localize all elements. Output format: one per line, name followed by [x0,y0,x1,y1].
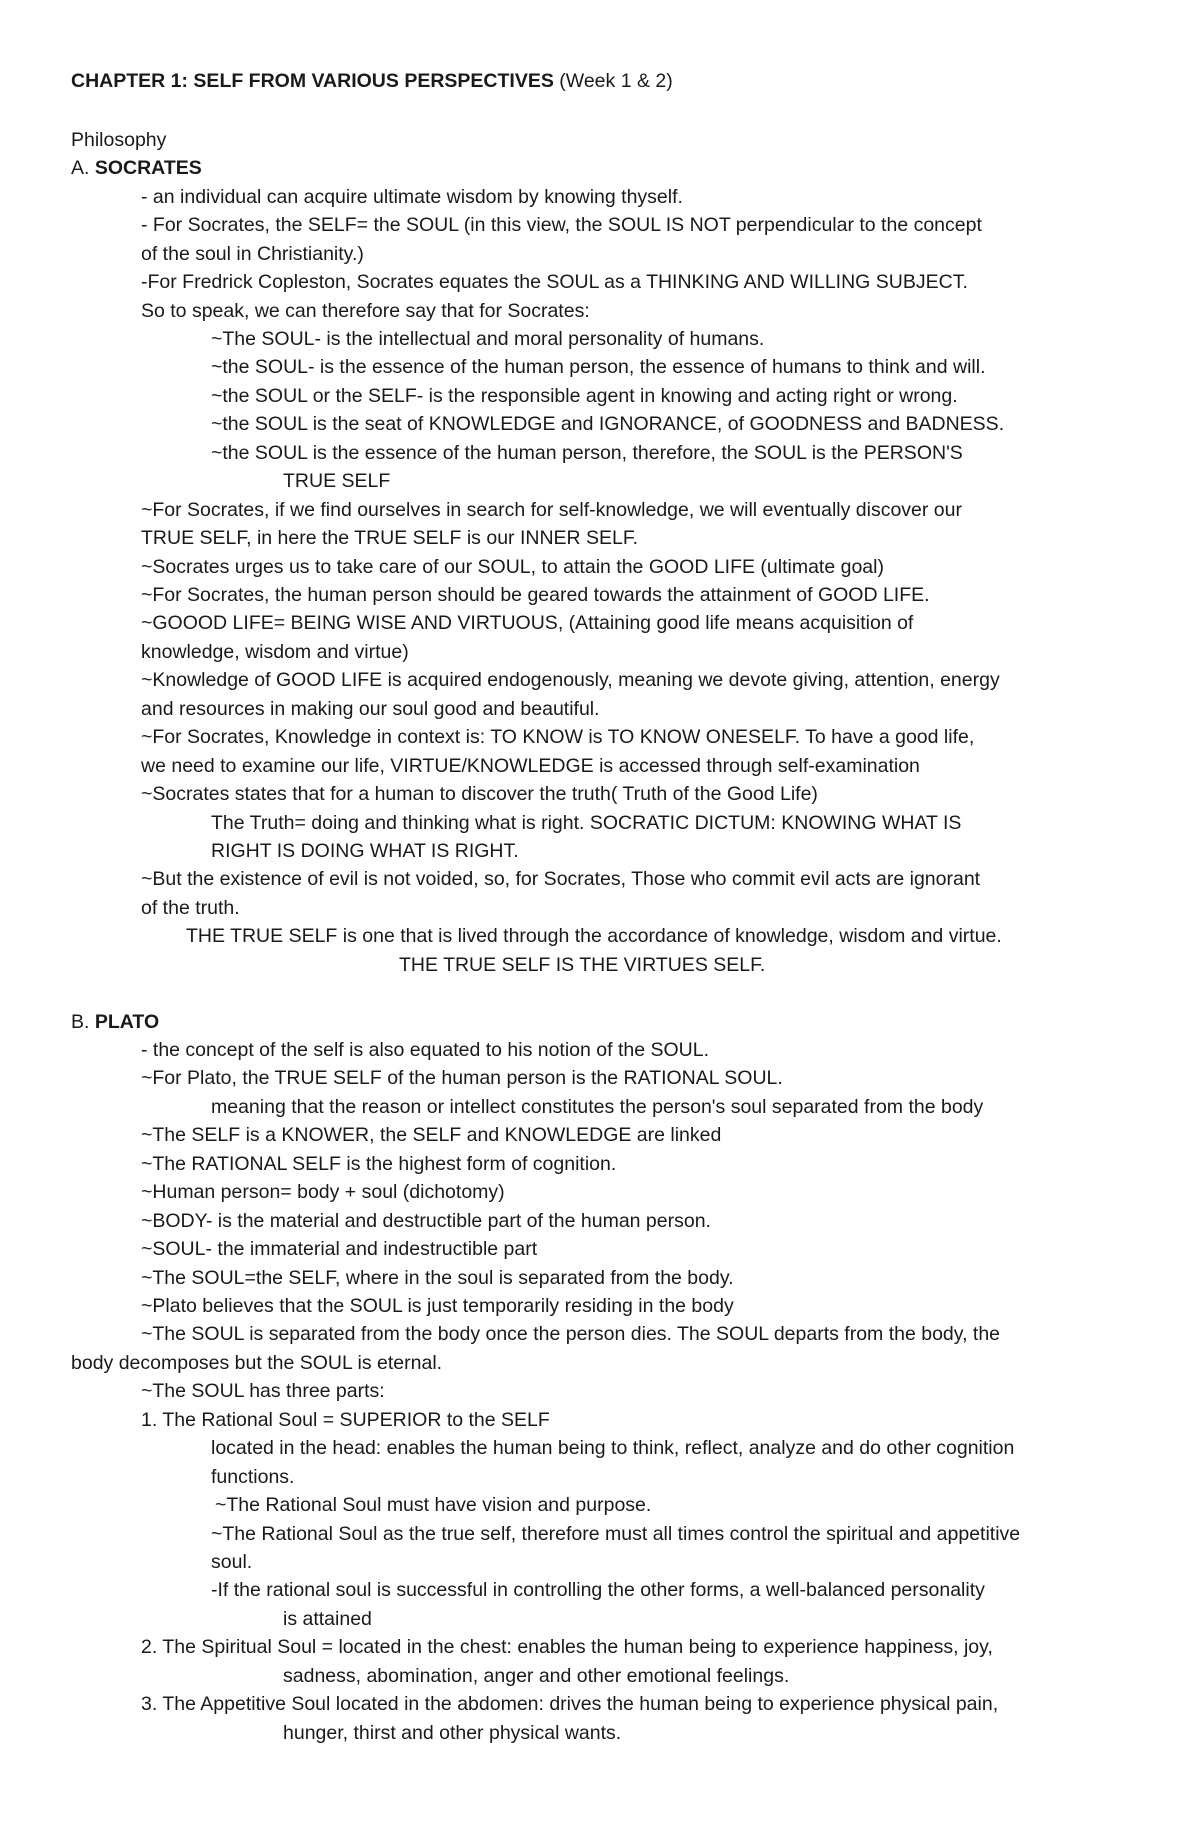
text-line: soul. [211,1551,253,1573]
text-line: - an individual can acquire ultimate wisdom by knowing thyself. [141,186,683,208]
text-line: ~The SOUL=the SELF, where in the soul is separated from the body. [141,1267,734,1289]
text-line: ~The RATIONAL SELF is the highest form of cognition. [141,1153,617,1175]
text-line: knowledge, wisdom and virtue) [141,641,409,663]
text-line: ~Plato believes that the SOUL is just temporarily residing in the body [141,1295,734,1317]
heading-prefix: B. [71,1011,95,1033]
text-line: ~But the existence of evil is not voided, so, for Socrates, Those who commit evil acts are ignorant [141,868,981,890]
text-line: ~The Rational Soul must have vision and purpose. [215,1494,652,1516]
text-line: ~Socrates states that for a human to discover the truth( Truth of the Good Life) [141,783,818,805]
text-line: sadness, abomination, anger and other emotional feelings. [283,1665,790,1687]
text-line: ~The Rational Soul as the true self, therefore must all times control the spiritual and appetitive [211,1523,1021,1545]
text-line: ~For Socrates, the human person should be geared towards the attainment of GOOD LIFE. [141,584,930,606]
text-line: ~The SELF is a KNOWER, the SELF and KNOWLEDGE are linked [141,1124,722,1146]
text-line: body decomposes but the SOUL is eternal. [71,1352,443,1374]
text-line: of the truth. [141,897,240,919]
text-line: is attained [283,1608,372,1630]
text-line: ~the SOUL- is the essence of the human person, the essence of humans to think and will. [211,356,986,378]
text-line: of the soul in Christianity.) [141,243,364,265]
text-line: we need to examine our life, VIRTUE/KNOWLEDGE is accessed through self-examination [141,755,920,777]
text-line: ~Human person= body + soul (dichotomy) [141,1181,505,1203]
text-line: - For Socrates, the SELF= the SOUL (in this view, the SOUL IS NOT perpendicular to the concept [141,214,982,236]
text-line: ~For Socrates, Knowledge in context is: TO KNOW is TO KNOW ONESELF. To have a good life, [141,726,975,748]
text-line: and resources in making our soul good and beautiful. [141,698,600,720]
conclusion-line: THE TRUE SELF IS THE VIRTUES SELF. [399,954,766,976]
text-line: ~The SOUL- is the intellectual and moral personality of humans. [211,328,765,350]
text-line: The Truth= doing and thinking what is right. SOCRATIC DICTUM: KNOWING WHAT IS [211,812,962,834]
chapter-title-weeks: (Week 1 & 2) [553,70,673,92]
text-line: RIGHT IS DOING WHAT IS RIGHT. [211,840,519,862]
text-line: ~GOOOD LIFE= BEING WISE AND VIRTUOUS, (Attaining good life means acquisition of [141,612,914,634]
text-line: TRUE SELF [283,470,391,492]
text-line: ~Knowledge of GOOD LIFE is acquired endogenously, meaning we devote giving, attention, energy [141,669,1000,691]
text-line: located in the head: enables the human being to think, reflect, analyze and do other cognition [211,1437,1015,1459]
heading-name: SOCRATES [94,157,202,179]
text-line: -If the rational soul is successful in controlling the other forms, a well-balanced personality [211,1579,985,1601]
text-line: ~For Plato, the TRUE SELF of the human person is the RATIONAL SOUL. [141,1067,783,1089]
text-line: ~the SOUL or the SELF- is the responsible agent in knowing and acting right or wrong. [211,385,958,407]
text-line: ~The SOUL is separated from the body once the person dies. The SOUL departs from the body, the [141,1323,1001,1345]
text-line: ~For Socrates, if we find ourselves in search for self-knowledge, we will eventually discover our [141,499,962,521]
heading-prefix: A. [71,157,95,179]
text-line: So to speak, we can therefore say that for Socrates: [141,300,590,322]
list-item-rational-soul: 1. The Rational Soul = SUPERIOR to the SELF [141,1409,550,1431]
text-line: ~BODY- is the material and destructible part of the human person. [141,1210,711,1232]
text-line: hunger, thirst and other physical wants. [283,1722,622,1744]
heading-name: PLATO [94,1011,160,1033]
section-label-philosophy: Philosophy [71,129,167,151]
text-line: meaning that the reason or intellect constitutes the person's soul separated from the body [211,1096,984,1118]
list-item-appetitive-soul: 3. The Appetitive Soul located in the abdomen: drives the human being to experience physical pain, [141,1693,999,1715]
text-line: ~the SOUL is the essence of the human person, therefore, the SOUL is the PERSON'S [211,442,963,464]
list-item-spiritual-soul: 2. The Spiritual Soul = located in the chest: enables the human being to experience happiness, joy, [141,1636,993,1658]
text-line: TRUE SELF, in here the TRUE SELF is our INNER SELF. [141,527,639,549]
text-line: -For Fredrick Copleston, Socrates equates the SOUL as a THINKING AND WILLING SUBJECT. [141,271,968,293]
text-line: functions. [211,1466,295,1488]
chapter-title [71,67,673,95]
heading-socrates [71,154,202,182]
text-line: ~The SOUL has three parts: [141,1380,385,1402]
text-line: ~Socrates urges us to take care of our SOUL, to attain the GOOD LIFE (ultimate goal) [141,556,884,578]
conclusion-line: THE TRUE SELF is one that is lived through the accordance of knowledge, wisdom and virtue. [186,925,1002,947]
chapter-title-bold: CHAPTER 1: SELF FROM VARIOUS PERSPECTIVES [71,70,554,92]
text-line: ~the SOUL is the seat of KNOWLEDGE and IGNORANCE, of GOODNESS and BADNESS. [211,413,1005,435]
text-line: ~SOUL- the immaterial and indestructible part [141,1238,538,1260]
text-line: - the concept of the self is also equated to his notion of the SOUL. [141,1039,710,1061]
heading-plato [71,1008,159,1036]
